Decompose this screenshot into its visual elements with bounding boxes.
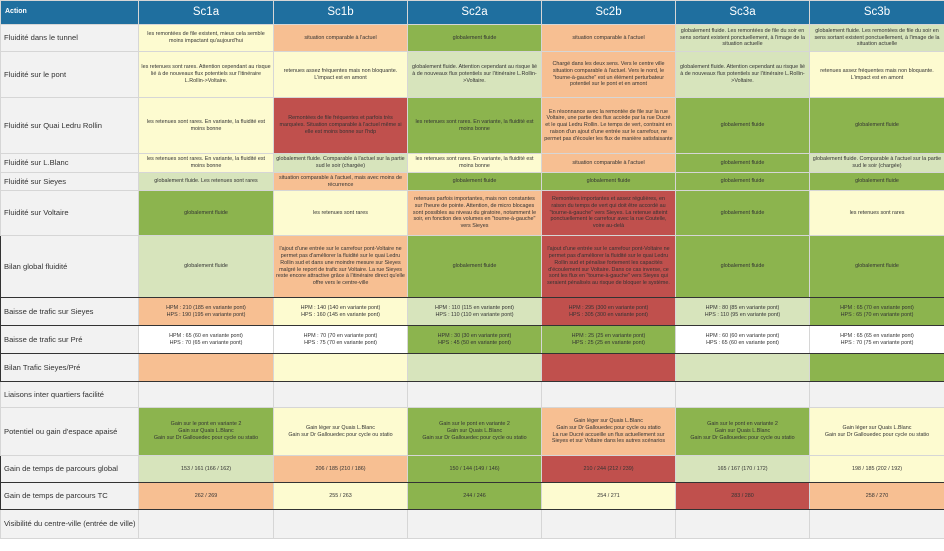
row-label: Baisse de trafic sur Sieyes	[1, 298, 139, 326]
scenario-cell	[139, 382, 274, 408]
scenario-cell: HPM : 295 (300 en variante pont) HPS : 305 (300 en variante pont)	[542, 298, 676, 326]
scenario-cell: retenues assez fréquentes mais non bloquante. L'impact est en amont	[810, 52, 944, 98]
scenario-cell	[274, 354, 408, 382]
scenario-cell	[139, 510, 274, 539]
scenario-cell: les retenues sont rares. En variante, la fluidité est moins bonne	[408, 154, 542, 173]
scenario-cell: globalement fluide. Attention cependant au risque lié à de nouveaux flux potentiels sur l'itinéraire L.Rollin->Voltaire.	[408, 52, 542, 98]
scenario-cell: HPM : 65 (70 en variante pont) HPS : 65 (70 en variante pont)	[810, 298, 944, 326]
scenario-cell: 153 / 161 (166 / 162)	[139, 456, 274, 483]
scenario-cell	[676, 382, 810, 408]
scenario-cell: globalement fluide	[676, 154, 810, 173]
header-scenario: Sc2a	[408, 1, 542, 25]
header-scenario: Sc1a	[139, 1, 274, 25]
scenario-cell: Gain léger sur Quais L.Blanc Gain sur Dr Gallouedec pour cycle ou statio	[274, 408, 408, 456]
scenario-cell: globalement fluide	[810, 98, 944, 154]
scenario-cell: HPM : 210 (185 en variante pont) HPS : 190 (195 en variante pont)	[139, 298, 274, 326]
scenario-cell: situation comparable à l'actuel, mais avec moins de récurrence	[274, 173, 408, 191]
scenario-cell: HPM : 110 (115 en variante pont) HPS : 110 (110 en variante pont)	[408, 298, 542, 326]
scenario-cell	[542, 354, 676, 382]
scenario-cell	[408, 354, 542, 382]
table-row	[1, 25, 944, 52]
scenario-cell: globalement fluide	[676, 236, 810, 298]
table-row	[1, 456, 944, 483]
scenario-cell: Chargé dans les deux sens. Vers le centre ville situation comparable à l'actuel. Vers le nord, le "tourne-à-gauche" est un élément perturbateur potentiel sur le pont et en amont	[542, 52, 676, 98]
scenario-cell: Gain sur le pont en variante 2 Gain sur Quais L.Blanc Gain sur Dr Gallouedec pour cycle ou statio	[408, 408, 542, 456]
scenario-cell: globalement fluide. Attention cependant au risque lié à de nouveaux flux potentiels sur l'itinéraire L.Rollin->Voltaire.	[676, 52, 810, 98]
row-label: Fluidité sur Sieyes	[1, 173, 139, 191]
scenario-cell: HPM : 60 (60 en variante pont) HPS : 65 (60 en variante pont)	[676, 326, 810, 354]
row-label: Fluidité sur L.Blanc	[1, 154, 139, 173]
table-row	[1, 354, 944, 382]
row-label: Bilan Trafic Sieyes/Pré	[1, 354, 139, 382]
header-scenario: Sc3a	[676, 1, 810, 25]
scenario-cell: l'ajout d'une entrée sur le carrefour pont-Voltaire ne permet pas d'améliorer la fluidité sur le quai Ledru Rollin sud et pénalise fortement les capacités d'écoulement sur Voltaire. Dans ce cas inverse, ce sont les flux en "tourne-à-gauche" vers Sieyes qui seraient pénalisés au risque de bloquer le système.	[542, 236, 676, 298]
scenario-cell: Gain sur le pont en variante 2 Gain sur Quais L.Blanc Gain sur Dr Gallouedec pour cycle ou statio	[676, 408, 810, 456]
row-label: Gain de temps de parcours global	[1, 456, 139, 483]
scenario-cell: 244 / 246	[408, 483, 542, 510]
scenario-cell: globalement fluide. Comparable à l'actuel sur la partie sud le soir (chargée)	[274, 154, 408, 173]
scenario-cell: globalement fluide	[408, 25, 542, 52]
table-row	[1, 52, 944, 98]
row-label: Potentiel ou gain d'espace apaisé	[1, 408, 139, 456]
scenario-cell: 165 / 167 (170 / 172)	[676, 456, 810, 483]
scenario-cell	[810, 510, 944, 539]
table-row	[1, 191, 944, 236]
scenario-cell: HPM : 65 (60 en variante pont) HPS : 70 (65 en variante pont)	[139, 326, 274, 354]
scenario-cell: globalement fluide	[139, 236, 274, 298]
scenario-cell: les retenues sont rares	[810, 191, 944, 236]
row-label: Fluidité sur Quai Ledru Rollin	[1, 98, 139, 154]
header-action: Action	[1, 1, 139, 25]
scenario-cell: globalement fluide. Les remontées de file du soir en sens sortant existent ponctuellement, à l'image de la situation actuelle	[810, 25, 944, 52]
scenario-cell: retenues assez fréquentes mais non bloquante. L'impact est en amont	[274, 52, 408, 98]
row-label: Fluidité sur le pont	[1, 52, 139, 98]
table-row	[1, 173, 944, 191]
scenario-cell: globalement fluide	[408, 236, 542, 298]
table-row	[1, 154, 944, 173]
scenario-cell: globalement fluide	[542, 173, 676, 191]
scenario-cell	[408, 510, 542, 539]
table-row	[1, 298, 944, 326]
scenario-cell: les retenues sont rares. En variante, la fluidité est moins bonne	[139, 98, 274, 154]
scenario-cell	[676, 354, 810, 382]
scenario-cell: globalement fluide	[408, 173, 542, 191]
row-label: Fluidité sur Voltaire	[1, 191, 139, 236]
scenario-cell: HPM : 30 (30 en variante pont) HPS : 45 (50 en variante pont)	[408, 326, 542, 354]
scenario-cell	[810, 354, 944, 382]
scenario-cell	[810, 382, 944, 408]
row-label: Gain de temps de parcours TC	[1, 483, 139, 510]
scenario-cell: globalement fluide. Les remontées de file du soir en sens sortant existent ponctuellement, à l'image de la situation actuelle	[676, 25, 810, 52]
table-row	[1, 382, 944, 408]
scenario-cell: l'ajout d'une entrée sur le carrefour pont-Voltaire ne permet pas d'améliorer la fluidité sur le quai Ledru Rollin sud et dans une moindre mesure sur Sieyes malgré le report de trafic sur Voltaire. La rue Sieyes reste encore attractive grâce à l'itinéraire direct qu'elle offre vers le centre-ville	[274, 236, 408, 298]
scenario-cell: HPM : 25 (25 en variante pont) HPS : 25 (25 en variante pont)	[542, 326, 676, 354]
scenario-cell: Gain léger sur Quais L.Blanc Gain sur Dr Gallouedec pour cycle ou statio	[810, 408, 944, 456]
scenario-cell	[542, 510, 676, 539]
scenario-cell: 283 / 280	[676, 483, 810, 510]
header-scenario: Sc3b	[810, 1, 944, 25]
row-label: Fluidité dans le tunnel	[1, 25, 139, 52]
scenario-cell: En résonnance avec la remontée de file sur la rue Voltaire, une partie des flux accède par la rue Ducré et le quai Ledru Rollin. Le temps de vert, contraint en raison d'un ajout d'une entrée sur le carrefour, ne permet pas d'écouler les flux de manière satisfaisante	[542, 98, 676, 154]
scenario-cell: retenues parfois importantes, mais non constantes sur l'heure de pointe. Attention, de micro blocages sont possibles au niveau du giratoire, notamment le soir, en fonction des volumes en "tourne-à-gauche" vers Sieyes	[408, 191, 542, 236]
scenario-cell: Remontées importantes et assez régulières, en raison du temps de vert qui doit être accordé au "tourne-à-gauche" vers Sieyes. La retenue atteint ponctuellement le carrefour avec la rue Coutelle, voire au-delà	[542, 191, 676, 236]
table-row	[1, 483, 944, 510]
scenario-cell: globalement fluide	[810, 236, 944, 298]
table-row	[1, 98, 944, 154]
scenario-cell: globalement fluide	[676, 173, 810, 191]
scenario-cell: situation comparable à l'actuel	[274, 25, 408, 52]
scenario-cell: globalement fluide	[676, 98, 810, 154]
header-row	[1, 1, 944, 25]
scenario-cell: 255 / 263	[274, 483, 408, 510]
scenario-cell: 198 / 185 (202 / 192)	[810, 456, 944, 483]
scenario-cell: HPM : 65 (65 en variante pont) HPS : 70 (75 en variante pont)	[810, 326, 944, 354]
row-label: Visibilité du centre-ville (entrée de ville)	[1, 510, 139, 539]
scenario-cell: Gain sur le pont en variante 2 Gain sur Quais L.Blanc Gain sur Dr Gallouedec pour cycle ou statio	[139, 408, 274, 456]
header-scenario: Sc1b	[274, 1, 408, 25]
scenario-cell: les remontées de file existent, mieux cela semble moins impactant qu'aujourd'hui	[139, 25, 274, 52]
scenario-cell: les retenues sont rares. En variante, la fluidité est moins bonne	[408, 98, 542, 154]
scenario-cell: situation comparable à l'actuel	[542, 154, 676, 173]
scenario-cell: globalement fluide	[139, 191, 274, 236]
scenario-cell: les retenues sont rares	[274, 191, 408, 236]
scenario-cell: HPM : 140 (140 en variante pont) HPS : 160 (145 en variante pont)	[274, 298, 408, 326]
scenario-cell	[676, 510, 810, 539]
scenario-cell: globalement fluide. Comparable à l'actuel sur la partie sud le soir (chargée)	[810, 154, 944, 173]
scenario-cell: 258 / 270	[810, 483, 944, 510]
scenario-cell: HPM : 70 (70 en variante pont) HPS : 75 (70 en variante pont)	[274, 326, 408, 354]
table-row	[1, 236, 944, 298]
scenario-cell: globalement fluide	[676, 191, 810, 236]
scenario-cell: situation comparable à l'actuel	[542, 25, 676, 52]
table-row	[1, 326, 944, 354]
row-label: Baisse de trafic sur Pré	[1, 326, 139, 354]
scenario-cell: 210 / 244 (212 / 239)	[542, 456, 676, 483]
scenario-cell	[139, 354, 274, 382]
scenario-cell	[274, 510, 408, 539]
scenario-cell	[408, 382, 542, 408]
scenario-cell: Remontées de file fréquentes et parfois très marquées. Situation comparable à l'actuel même si elle est moins bonne sur l'hdp	[274, 98, 408, 154]
scenario-cell: 254 / 271	[542, 483, 676, 510]
header-scenario: Sc2b	[542, 1, 676, 25]
table-row	[1, 510, 944, 539]
table-body	[1, 25, 944, 539]
scenario-cell: globalement fluide. Les retenues sont rares	[139, 173, 274, 191]
scenario-cell: Gain léger sur Quais L.Blanc Gain sur Dr Gallouedec pour cycle ou statio La rue Ducré accueille un flux actuellement sur Sieyes et sur Voltaire dans les autres scénarios	[542, 408, 676, 456]
table-row	[1, 408, 944, 456]
row-label: Liaisons inter quartiers facilité	[1, 382, 139, 408]
scenario-cell: les retenues sont rares. En variante, la fluidité est moins bonne	[139, 154, 274, 173]
scenario-cell: globalement fluide	[810, 173, 944, 191]
scenario-cell	[274, 382, 408, 408]
scenario-cell: les retenues sont rares. Attention cependant au risque lié à de nouveaux flux potentiels sur l'itinéraire L.Rollin->Voltaire.	[139, 52, 274, 98]
scenario-cell	[542, 382, 676, 408]
scenario-cell: 206 / 185 (210 / 186)	[274, 456, 408, 483]
scenario-cell: 150 / 144 (149 / 146)	[408, 456, 542, 483]
scenario-cell: 262 / 269	[139, 483, 274, 510]
scenario-cell: HPM : 80 (85 en variante pont) HPS : 110 (95 en variante pont)	[676, 298, 810, 326]
row-label: Bilan global fluidité	[1, 236, 139, 298]
